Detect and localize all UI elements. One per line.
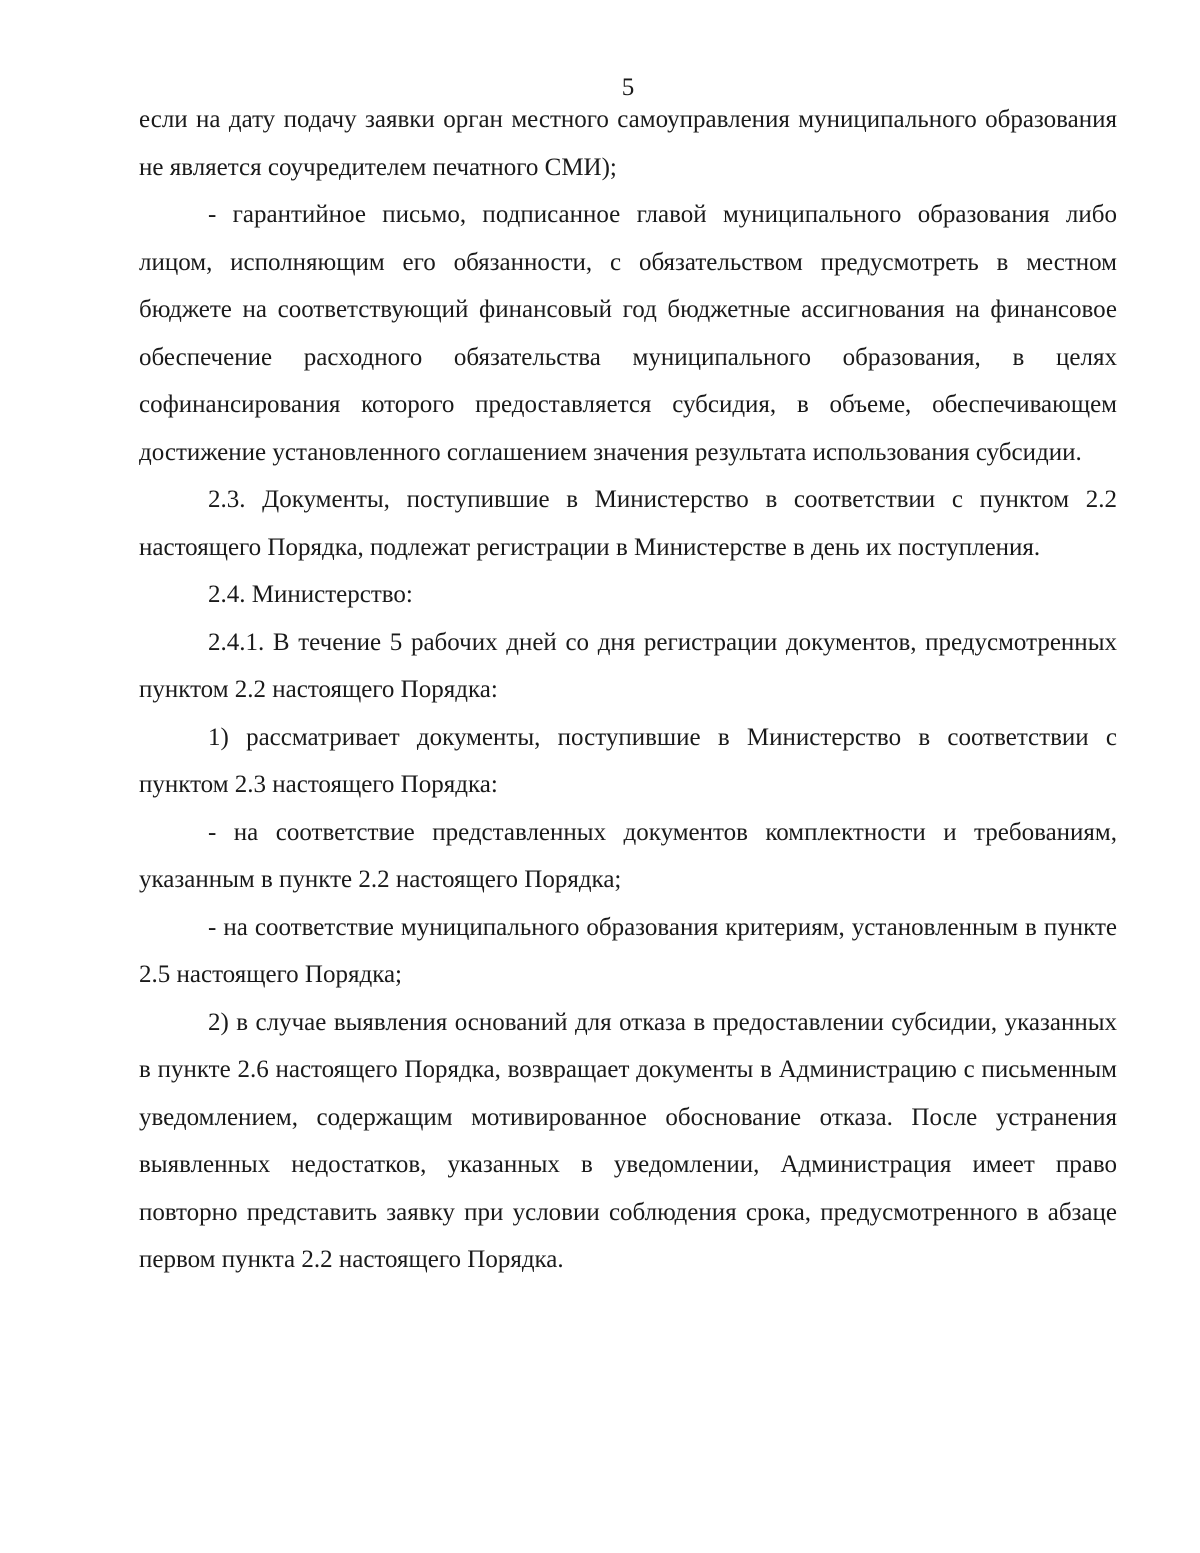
paragraph-2-3: 2.3. Документы, поступившие в Министерство в соответствии с пунктом 2.2 настоящего Порядка, подлежат регистрации в Министерстве в день их поступления.: [139, 486, 1117, 561]
paragraph-2-4: 2.4. Министерство:: [208, 581, 413, 608]
paragraph-2-4-1: 2.4.1. В течение 5 рабочих дней со дня регистрации документов, предусмотренных пунктом 2.2 настоящего Порядка:: [139, 628, 1117, 703]
document-body: [139, 96, 1117, 1284]
paragraph-item-1: 1) рассматривает документы, поступившие в Министерство в соответствии с пунктом 2.3 настоящего Порядка:: [139, 723, 1117, 798]
paragraph-completeness-check: - на соответствие представленных документов комплектности и требованиям, указанным в пункте 2.2 настоящего Порядка;: [139, 818, 1117, 893]
paragraph-continuation: если на дату подачу заявки орган местного самоуправления муниципального образования не является соучредителем печатного СМИ);: [139, 106, 1117, 181]
paragraph-criteria-check: - на соответствие муниципального образования критериям, установленным в пункте 2.5 настоящего Порядка;: [139, 913, 1117, 988]
page-number: 5: [621, 74, 635, 101]
paragraph-guarantee-letter: - гарантийное письмо, подписанное главой муниципального образования либо лицом, исполняющим его обязанности, с обязательством предусмотреть в местном бюджете на соответствующий финансовый год бюджетные ассигнования на финансовое обеспечение расходного обязательства муниципального образования, в целях софинансирования которого предоставляется субсидия, в объеме, обеспечивающем достижение установленного соглашением значения результата использования субсидии.: [139, 201, 1117, 466]
paragraph-item-2: 2) в случае выявления оснований для отказа в предоставлении субсидии, указанных в пункте 2.6 настоящего Порядка, возвращает документы в Администрацию с письменным уведомлением, содержащим мотивированное обоснование отказа. После устранения выявленных недостатков, указанных в уведомлении, Администрация имеет право повторно представить заявку при условии соблюдения срока, предусмотренного в абзаце первом пункта 2.2 настоящего Порядка.: [139, 1008, 1117, 1273]
